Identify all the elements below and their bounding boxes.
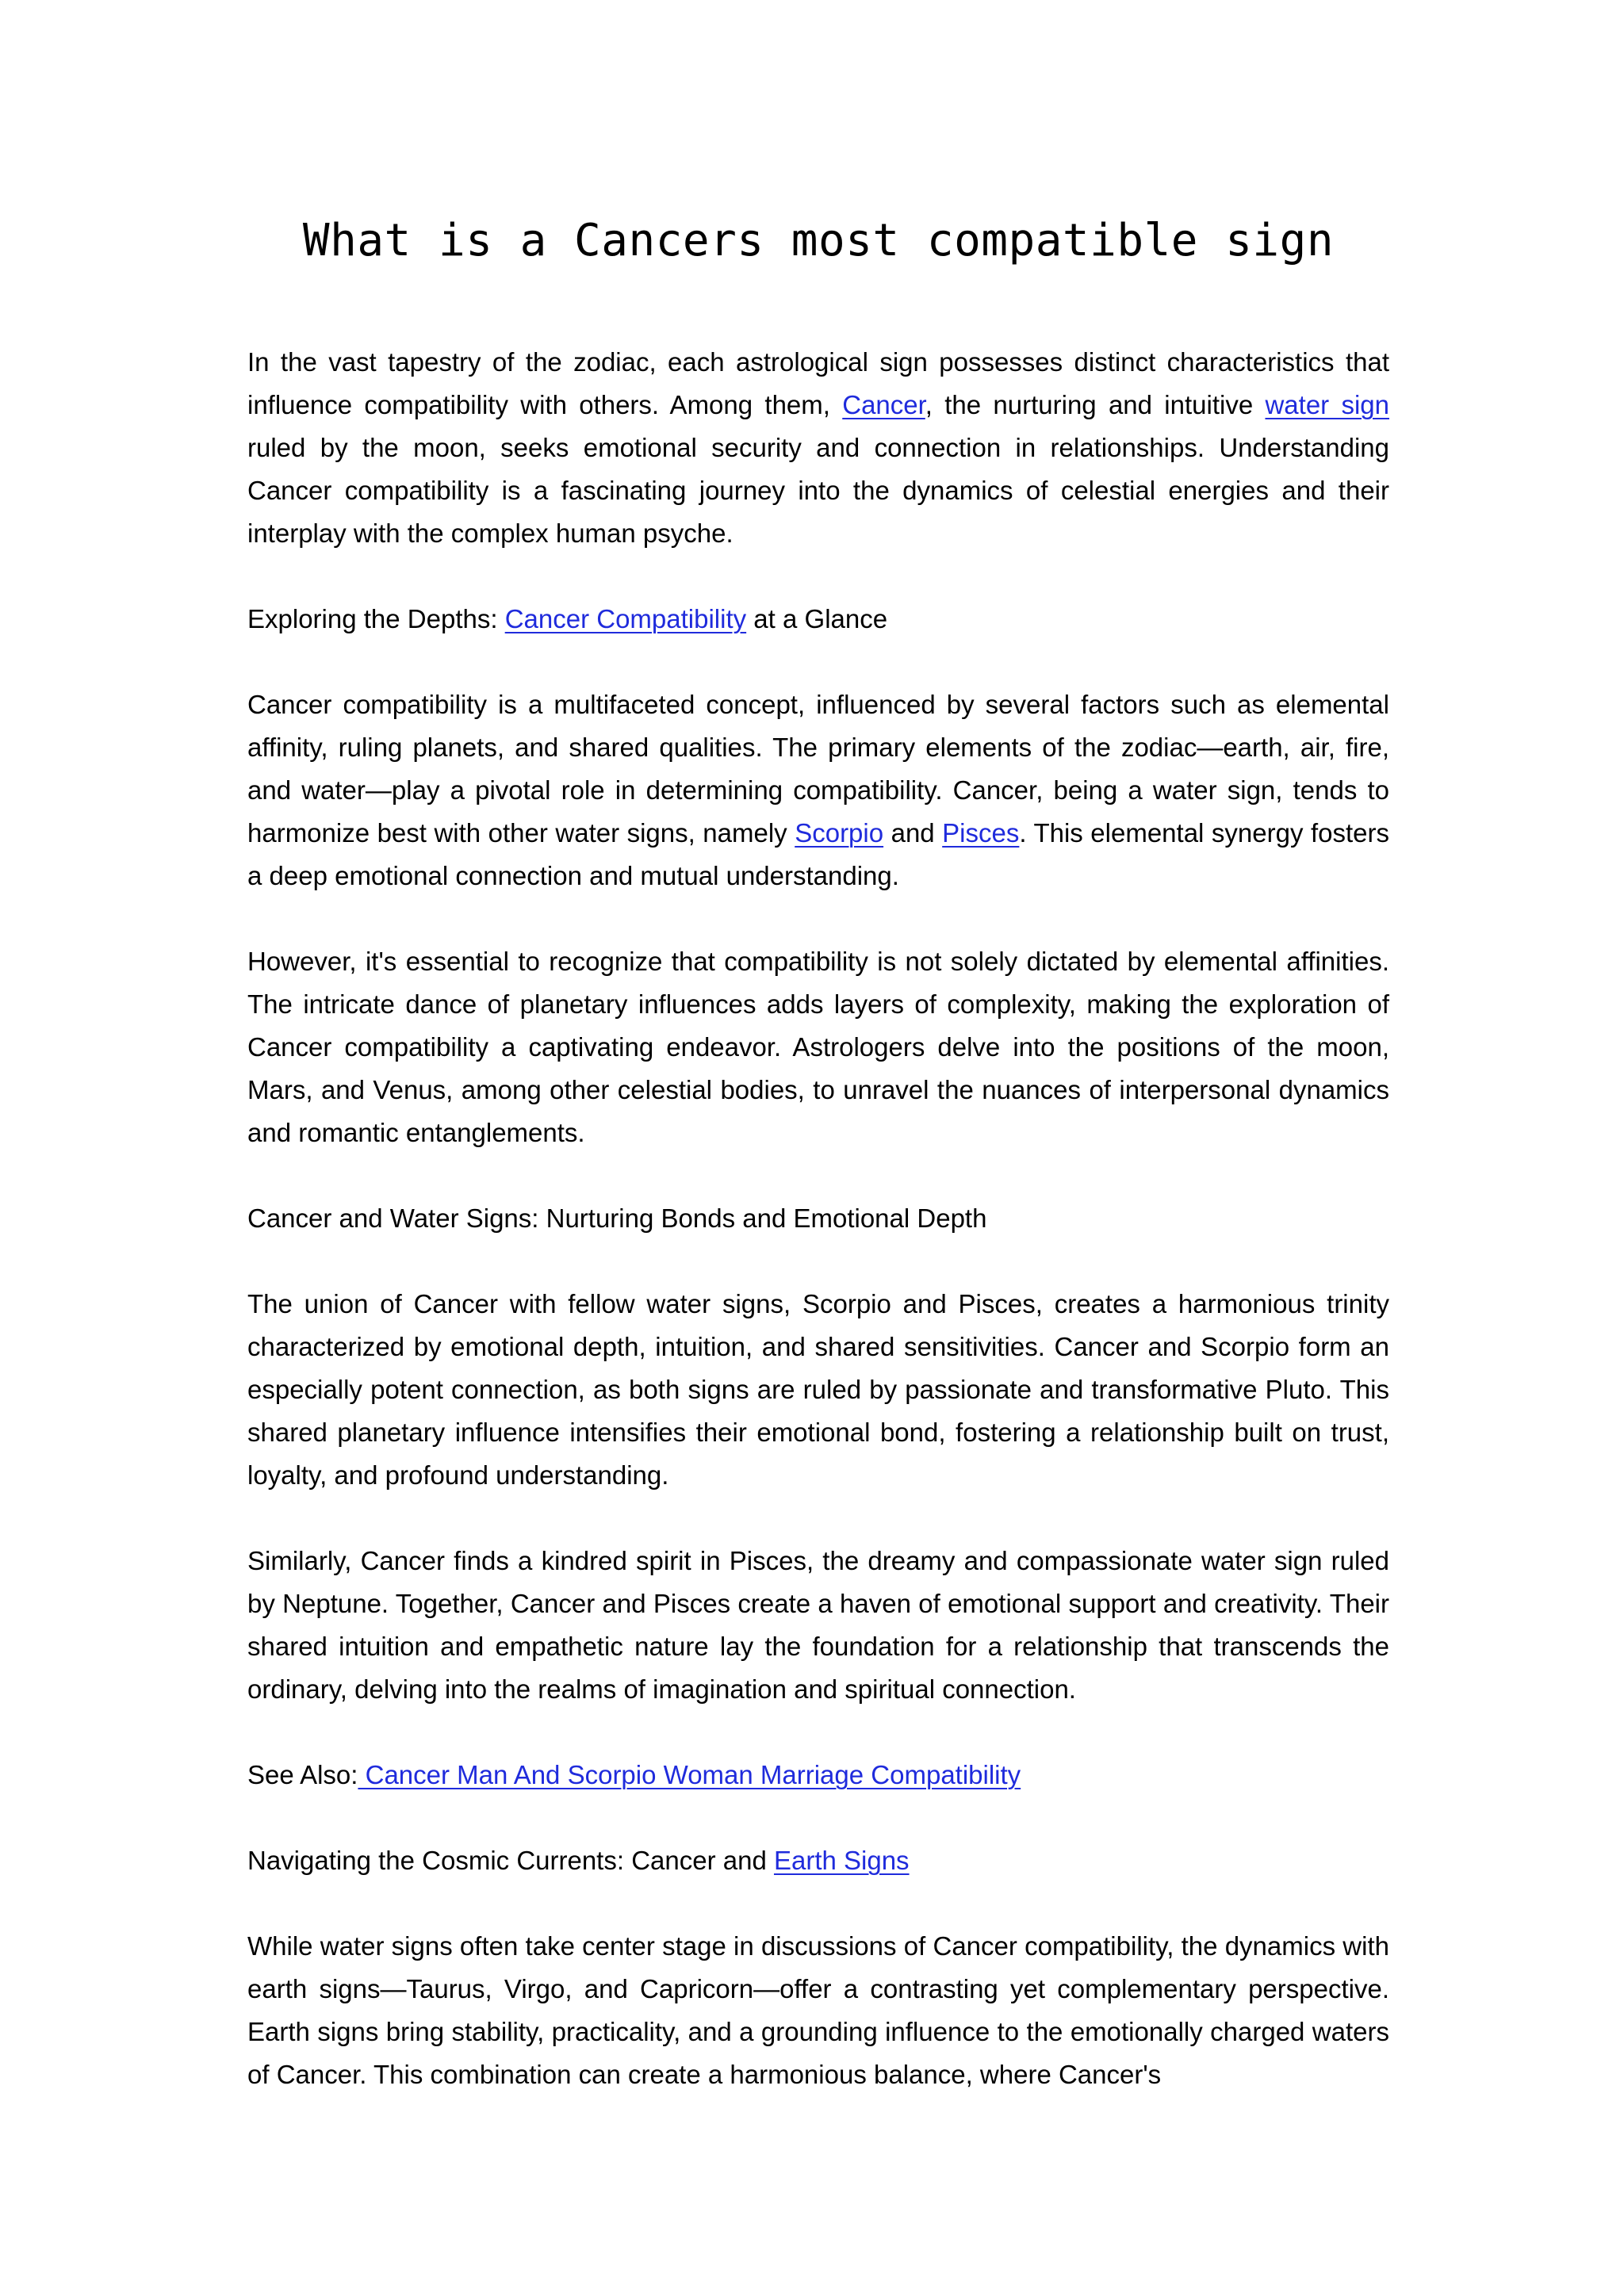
intro-paragraph [247,341,1389,555]
earth-signs-paragraph: While water signs often take center stage in discussions of Cancer compatibility, the dynamics with earth signs—Taurus, Virgo, and Capricorn—offer a contrasting yet complementary perspective. Earth signs bring stability, practicality, and a grounding influence to the emotionally charged waters of Cancer. This combination can create a harmonious balance, where Cancer's [247,1931,1389,2089]
elements-text-3: . This elemental synergy fosters a deep emotional connection and mutual understanding. [247,818,1389,890]
water-sign-link[interactable]: water sign [1265,390,1389,419]
see-also-label: See Also: [247,1760,358,1789]
scorpio-link[interactable]: Scorpio [795,818,884,848]
see-also-link[interactable]: Cancer Man And Scorpio Woman Marriage Compatibility [358,1760,1021,1789]
elements-text-1: Cancer compatibility is a multifaceted concept, influenced by several factors such as elemental affinity, ruling planets, and shared qualities. The primary elements of the zodiac—earth, air, fire, and water—play a pivotal role in determining compatibility. Cancer, being a water sign, tends to harmonize best with other water signs, namely [247,690,1389,848]
earth-signs-link[interactable]: Earth Signs [773,1846,910,1875]
cancer-compatibility-link[interactable]: Cancer Compatibility [504,604,747,633]
section-heading-water-signs: Cancer and Water Signs: Nurturing Bonds and Emotional Depth [247,1203,987,1233]
cancer-link[interactable]: Cancer [842,390,925,419]
heading-earth-text-1: Navigating the Cosmic Currents: Cancer and [247,1846,774,1875]
planetary-paragraph: However, it's essential to recognize that compatibility is not solely dictated by elemental affinities. The intricate dance of planetary influences adds layers of complexity, making the exploration of Cancer compatibility a captivating endeavor. Astrologers delve into the positions of the moon, Mars, and Venus, among other celestial bodies, to unravel the nuances of interpersonal dynamics and romantic entanglements. [247,947,1389,1147]
section-heading-exploring [247,598,1389,641]
heading-exploring-text-1: Exploring the Depths: [247,604,505,633]
heading-exploring-text-2: at a Glance [746,604,888,633]
intro-text-2: , the nurturing and intuitive [925,390,1266,419]
see-also-line [247,1754,1389,1797]
intro-text-1: In the vast tapestry of the zodiac, each astrological sign possesses distinct characteristics that influence compatibility with others. Among them, [247,347,1389,419]
intro-text-3: ruled by the moon, seeks emotional security and connection in relationships. Understanding Cancer compatibility is a fascinating journey into the dynamics of celestial energies and their interplay with the complex human psyche. [247,433,1389,548]
section-heading-earth-signs [247,1839,1389,1882]
pisces-paragraph: Similarly, Cancer finds a kindred spirit in Pisces, the dreamy and compassionate water sign ruled by Neptune. Together, Cancer and Pisces create a haven of emotional support and creativity. Their shared intuition and empathetic nature lay the foundation for a relationship that transcends the ordinary, delving into the realms of imagination and spiritual connection. [247,1546,1389,1704]
page-title: What is a Cancers most compatible sign [302,215,1335,266]
pisces-link[interactable]: Pisces [942,818,1020,848]
water-signs-paragraph: The union of Cancer with fellow water signs, Scorpio and Pisces, creates a harmonious trinity characterized by emotional depth, intuition, and shared sensitivities. Cancer and Scorpio form an especially potent connection, as both signs are ruled by passionate and transformative Pluto. This shared planetary influence intensifies their emotional bond, fostering a relationship built on trust, loyalty, and profound understanding. [247,1289,1389,1490]
elements-text-2: and [883,818,943,848]
elements-paragraph [247,683,1389,897]
